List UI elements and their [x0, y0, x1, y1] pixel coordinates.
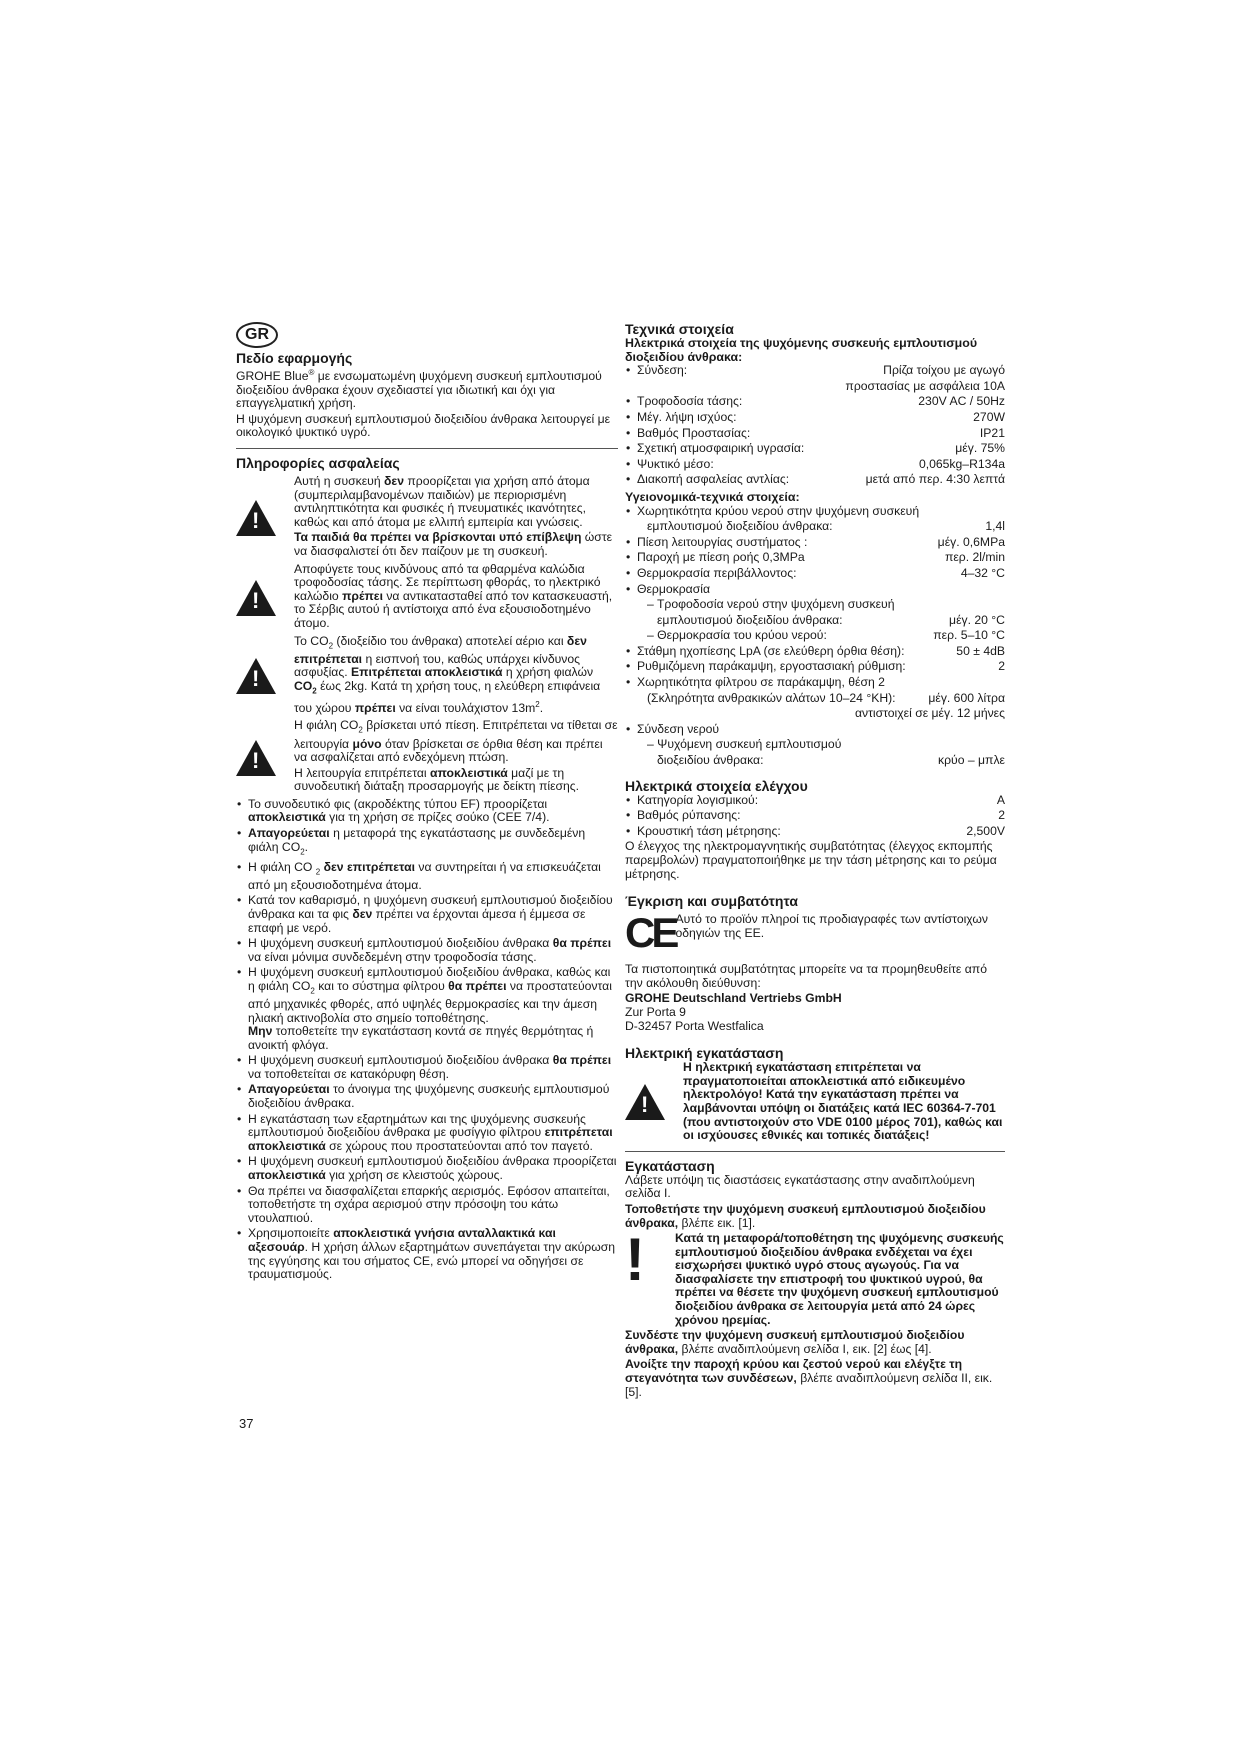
warning-block-2: ! Αποφύγετε τους κινδύνους από τα φθαρμένα καλώδια τροφοδοσίας τάσης. Σε περίπτωση φθοράς, το ηλεκτρικό καλώδιο πρέπει να αντικατασταθεί από τον κατασκευαστή, το Σέρβις αυτού ή αντίστοιχα από ένα εξουσιοδοτημένο άτομο.	[236, 563, 618, 633]
electrical-specs-list	[625, 364, 1005, 487]
spec-label: (Σκληρότητα ανθρακικών αλάτων 10–24 °KH):	[647, 690, 896, 705]
spec-row	[625, 364, 1005, 378]
spec-row	[625, 505, 1005, 519]
install-paragraph-2: Τοποθετήστε την ψυχόμενη συσκευή εμπλουτισμού διοξειδίου άνθρακα, βλέπε εικ. [1].	[625, 1201, 986, 1230]
hygiene-subtitle: Υγειονομικά-τεχνικά στοιχεία:	[625, 489, 800, 504]
spec-row	[625, 676, 1005, 690]
spec-row	[625, 794, 1005, 808]
list-item: • Η ψυχόμενη συσκευή εμπλουτισμού διοξειδίου άνθρακα θα πρέπει να τοποθετείται σε κατακόρυφη θέση.	[236, 1054, 618, 1081]
list-item: • Το συνοδευτικό φις (ακροδέκτης τύπου EF) προορίζεται αποκλειστικά για τη χρήση σε πρίζες σούκο (CEE 7/4).	[236, 798, 618, 825]
spec-label: – Τροφοδοσία νερού στην ψυχόμενη συσκευή	[647, 597, 895, 612]
warning-triangle-icon	[236, 500, 276, 536]
install-paragraph-3: Συνδέστε την ψυχόμενη συσκευή εμπλουτισμού διοξειδίου άνθρακα, βλέπε αναδιπλούμενη σελίδα I, εικ. [2] έως [4].	[625, 1328, 965, 1356]
spec-label: • Βαθμός ρύπανσης:	[637, 808, 741, 823]
spec-row	[625, 754, 1005, 768]
spec-value: μέγ. 600 λίτρα	[928, 690, 1005, 705]
spec-label: • Μέγ. λήψη ισχύος:	[637, 409, 737, 424]
list-item: • Απαγορεύεται το άνοιγμα της ψυχόμενης συσκευής εμπλουτισμού διοξειδίου άνθρακα.	[236, 1083, 618, 1110]
list-item: • Η ψυχόμενη συσκευή εμπλουτισμού διοξειδίου άνθρακα θα πρέπει να είναι μόνιμα συνδεδεμένη στην τροφοδοσία τάσης.	[236, 937, 618, 964]
spec-row	[625, 567, 1005, 581]
spec-row	[625, 442, 1005, 456]
elec-subtitle: Ηλεκτρικά στοιχεία της ψυχόμενης συσκευής εμπλουτισμού διοξειδίου άνθρακα:	[625, 336, 978, 364]
spec-row	[625, 395, 1005, 409]
spec-value: περ. 5–10 °C	[933, 628, 1005, 643]
spec-row	[625, 723, 1005, 737]
spec-value: 2	[998, 659, 1005, 674]
warning-block-4: ! Η φιάλη $CO_2$ βρίσκεται υπό πίεση. Επιτρέπεται να τίθεται σε λειτουργία μόνο όταν βρίσκεται σε όρθια θέση και πρέπει να ασφαλίζεται από ενδεχόμενη πτώση. Η λειτουργία επιτρέπεται αποκλειστικά μαζί με τη συνοδευτική διάταξη προσαρμογής με δείκτη πίεσης.	[236, 719, 618, 795]
spec-row	[625, 692, 1005, 706]
right-column	[625, 321, 1005, 1401]
spec-label: διοξειδίου άνθρακα:	[657, 753, 764, 768]
left-column	[236, 322, 618, 1284]
spec-value: 1,4l	[985, 519, 1005, 534]
list-item: • Χρησιμοποιείτε αποκλειστικά γνήσια ανταλλακτικά και αξεσουάρ. Η χρήση άλλων εξαρτημάτων συνεπάγεται την ακύρωση της εγγύησης και του σήματος CE, ενώ μπορεί να οδηγήσει σε τραυματισμούς.	[236, 1227, 618, 1281]
spec-row	[625, 458, 1005, 472]
spec-value: 270W	[973, 409, 1005, 424]
page-number: 37	[239, 1416, 254, 1431]
spec-value: προστασίας με ασφάλεια 10A	[845, 378, 1005, 393]
spec-value: A	[996, 792, 1005, 807]
spec-row	[625, 738, 1005, 752]
spec-value: 230V AC / 50Hz	[918, 394, 1005, 409]
spec-row	[625, 551, 1005, 565]
spec-label: – Ψυχόμενη συσκευή εμπλουτισμού	[647, 737, 842, 752]
cert-paragraph: Τα πιστοποιητικά συμβατότητας μπορείτε να τα προμηθευθείτε από την ακόλουθη διεύθυνση:	[625, 962, 987, 990]
spec-label: • Χωρητικότητα φίλτρου σε παράκαμψη, θέση 2	[637, 675, 885, 690]
spec-value: 50 ± 4dB	[956, 643, 1005, 658]
spec-row	[625, 380, 1005, 394]
control-title: Ηλεκτρικά στοιχεία ελέγχου	[625, 777, 808, 794]
spec-value: IP21	[979, 425, 1005, 440]
spec-row	[625, 473, 1005, 487]
ce-text: Αυτό το προϊόν πληροί τις προδιαγραφές των αντίστοιχων οδηγιών της ΕΕ.	[675, 912, 988, 940]
list-item: • Η εγκατάσταση των εξαρτημάτων και της ψυχόμενης συσκευής εμπλουτισμού διοξειδίου άνθρακα με φυσίγγιο φίλτρου επιτρέπεται αποκλειστικά σε χώρους που προστατεύονται από τον παγετό.	[236, 1113, 618, 1154]
spec-label: • Στάθμη ηχοπίεσης LpA (σε ελεύθερη όρθια θέση):	[637, 643, 905, 658]
spec-label: • Σύνδεση νερού	[637, 721, 720, 736]
spec-value: μέγ. 75%	[955, 441, 1005, 456]
list-item: • Θα πρέπει να διασφαλίζεται επαρκής αερισμός. Εφόσον απαιτείται, τοποθετήστε τη σχάρα αερισμού στην πρόσοψη του κάτω ντουλαπιού.	[236, 1185, 618, 1226]
install-paragraph-1: Λάβετε υπόψη τις διαστάσεις εγκατάστασης στην αναδιπλούμενη σελίδα I.	[625, 1172, 975, 1201]
scope-paragraph: GROHE Blue® με ενσωματωμένη ψυχόμενη συσκευή εμπλουτισμού διοξειδίου άνθρακα έχουν σχεδιαστεί για ιδιωτική και όχι για επαγγελματική χρήση.	[236, 368, 602, 411]
ce-mark-icon: CE	[625, 909, 676, 957]
ce-block	[625, 909, 1005, 957]
spec-row	[625, 520, 1005, 534]
spec-row	[625, 536, 1005, 550]
spec-label: • Τροφοδοσία τάσης:	[637, 394, 743, 409]
tech-title: Τεχνικά στοιχεία	[625, 321, 734, 337]
spec-row	[625, 629, 1005, 643]
spec-row	[625, 809, 1005, 823]
spec-value: μέγ. 0,6MPa	[937, 534, 1005, 549]
list-item: • Η φιάλη CO $_2$ δεν επιτρέπεται να συντηρείται ή να επισκευάζεται από μη εξουσιοδοτημένα άτομα.	[236, 861, 618, 893]
spec-value: Πρίζα τοίχου με αγωγό	[883, 363, 1005, 378]
warning-triangle-icon	[236, 658, 276, 694]
spec-label: • Θερμοκρασία	[637, 581, 710, 596]
spec-row	[625, 825, 1005, 839]
list-item: • Η ψυχόμενη συσκευή εμπλουτισμού διοξειδίου άνθρακα, καθώς και η φιάλη $CO_2$ και το σύστημα φίλτρου θα πρέπει να προστατεύονται από μηχανικές φθορές, από υψηλές θερμοκρασίες και την άμεση ηλιακή ακτινοβολία στο σημείο τοποθέτησης. Μην τοποθετείτε την εγκατάσταση κοντά σε πηγές θερμότητας ή ανοικτή φλόγα.	[236, 966, 618, 1052]
street: Zur Porta 9	[625, 1004, 686, 1019]
spec-value: 4–32 °C	[960, 565, 1005, 580]
scope-paragraph-2: Η ψυχόμενη συσκευή εμπλουτισμού διοξειδίου άνθρακα λειτουργεί με οικολογικό ψυκτικό υγρό.	[236, 411, 611, 440]
safety-bullet-list	[236, 798, 618, 1282]
spec-row	[625, 660, 1005, 674]
spec-label: εμπλουτισμού διοξειδίου άνθρακα:	[647, 519, 833, 534]
electrical-install-warning: ! Η ηλεκτρική εγκατάσταση επιτρέπεται να πραγματοποιείται αποκλειστικά από ειδικευμένο ηλεκτρολόγο! Κατά την εγκατάσταση πρέπει να λαμβάνονται υπόψη οι διατάξεις κατά IEC 60364-7-701 (που αντιστοιχούν στο VDE 0100 μέρος 701), καθώς και οι ισχύουσες εθνικές και τοπικές διατάξεις!	[625, 1061, 1005, 1143]
spec-row	[625, 645, 1005, 659]
list-item: • Κατά τον καθαρισμό, η ψυχόμενη συσκευή εμπλουτισμού διοξειδίου άνθρακα και τα φις δεν πρέπει να έρχονται άμεσα ή έμμεσα σε επαφή με νερό.	[236, 894, 618, 935]
safety-title: Πληροφορίες ασφαλείας	[236, 455, 400, 472]
spec-label: • Πίεση λειτουργίας συστήματος :	[637, 534, 808, 549]
spec-row	[625, 411, 1005, 425]
spec-label: • Θερμοκρασία περιβάλλοντος:	[637, 565, 797, 580]
electrical-install-title: Ηλεκτρική εγκατάσταση	[625, 1045, 784, 1062]
hygiene-specs-list	[625, 505, 1005, 768]
spec-row	[625, 598, 1005, 612]
spec-value: περ. 2l/min	[944, 550, 1005, 565]
language-badge: GR	[236, 322, 278, 348]
company-name: GROHE Deutschland Vertriebs GmbH	[625, 991, 842, 1006]
spec-value: 0,065kg–R134a	[918, 456, 1005, 471]
spec-label: • Σύνδεση:	[637, 363, 688, 378]
spec-value: αντιστοιχεί σε μέγ. 12 μήνες	[854, 706, 1005, 721]
spec-value: 2	[998, 808, 1005, 823]
warning-triangle-icon	[236, 740, 276, 776]
spec-label: • Χωρητικότητα κρύου νερού στην ψυχόμενη συσκευή	[637, 503, 920, 518]
spec-label: • Παροχή με πίεση ροής 0,3MPa	[637, 550, 805, 565]
exclamation-icon: !	[625, 1226, 645, 1294]
warning-triangle-icon	[625, 1084, 665, 1120]
section-divider	[625, 1151, 1005, 1152]
spec-value: 2,500V	[966, 823, 1005, 838]
spec-value: κρύο – μπλε	[938, 753, 1005, 768]
warning-block-3: ! Το $CO_2$ (διοξείδιο του άνθρακα) αποτελεί αέριο και δεν επιτρέπεται η εισπνοή του, καθώς υπάρχει κίνδυνος ασφυξίας. Επιτρέπεται αποκλειστικά η χρήση φιαλών $CO_2$ έως 2kg. Κατά τη χρήση τους, η ελεύθερη επιφάνεια του χώρου πρέπει να είναι τουλάχιστον $13m^2$.	[236, 635, 618, 718]
control-paragraph: Ο έλεγχος της ηλεκτρομαγνητικής συμβατότητας (έλεγχος εκπομπής παρεμβολών) πραγματοποιήθηκε με την τάση μέτρησης και το ρεύμα μέτρησης.	[625, 839, 997, 881]
spec-label: • Διακοπή ασφαλείας αντλίας:	[637, 472, 790, 487]
section-divider	[236, 448, 618, 449]
install-warning: ! Κατά τη μεταφορά/τοποθέτηση της ψυχόμενης συσκευής εμπλουτισμού διοξειδίου άνθρακα ενδέχεται να έχει εισχωρήσει ψυκτικό υγρό στους αγωγούς. Για να διασφαλίσετε την επιστροφή του ψυκτικού υγρού, θα πρέπει να θέσετε την ψυχόμενη συσκευή εμπλουτισμού διοξειδίου άνθρακα σε λειτουργία μετά από 24 ώρες χρόνου ηρεμίας.	[625, 1226, 1004, 1327]
install-paragraph-4: Ανοίξτε την παροχή κρύου και ζεστού νερού και ελέγξτε τη στεγανότητα των συνδέσεων, βλέπε αναδιπλούμενη σελίδα II, εικ. [5].	[625, 1357, 993, 1399]
spec-label: • Σχετική ατμοσφαιρική υγρασία:	[637, 441, 805, 456]
spec-label: • Κρουστική τάση μέτρησης:	[637, 823, 781, 838]
warning-triangle-icon	[236, 580, 276, 616]
spec-row	[625, 427, 1005, 441]
warning-block-1: ! Αυτή η συσκευή δεν προορίζεται για χρήση από άτομα (συμπεριλαμβανομένων παιδιών) με περιορισμένη αντιληπτικότητα και φυσικές ή πνευματικές ικανότητες, καθώς και από άτομα με ελλιπή εμπειρία και γνώσεις. Τα παιδιά θα πρέπει να βρίσκονται υπό επίβλεψη ώστε να διασφαλιστεί ότι δεν παίζουν με τη συσκευή.	[236, 475, 618, 561]
list-item: • Απαγορεύεται η μεταφορά της εγκατάστασης με συνδεδεμένη φιάλη $CO_2$.	[236, 827, 618, 859]
spec-label: • Ρυθμιζόμενη παράκαμψη, εργοστασιακή ρύθμιση:	[637, 659, 906, 674]
list-item: • Η ψυχόμενη συσκευή εμπλουτισμού διοξειδίου άνθρακα προορίζεται αποκλειστικά για χρήση σε κλειστούς χώρους.	[236, 1155, 618, 1182]
spec-label: • Ψυκτικό μέσο:	[637, 456, 714, 471]
spec-row	[625, 707, 1005, 721]
city: D-32457 Porta Westfalica	[625, 1018, 764, 1033]
spec-label: • Κατηγορία λογισμικού:	[637, 792, 759, 807]
spec-label: – Θερμοκρασία του κρύου νερού:	[647, 628, 827, 643]
spec-label: εμπλουτισμού διοξειδίου άνθρακα:	[657, 612, 843, 627]
spec-label: • Βαθμός Προστασίας:	[637, 425, 751, 440]
spec-value: μετά από περ. 4:30 λεπτά	[865, 472, 1005, 487]
install-title: Εγκατάσταση	[625, 1157, 715, 1174]
spec-value: μέγ. 20 °C	[949, 612, 1005, 627]
approval-title: Έγκριση και συμβατότητα	[625, 893, 798, 910]
scope-title: Πεδίο εφαρμογής	[236, 350, 353, 366]
spec-row	[625, 614, 1005, 628]
spec-row	[625, 583, 1005, 597]
control-specs-list	[625, 794, 1005, 839]
